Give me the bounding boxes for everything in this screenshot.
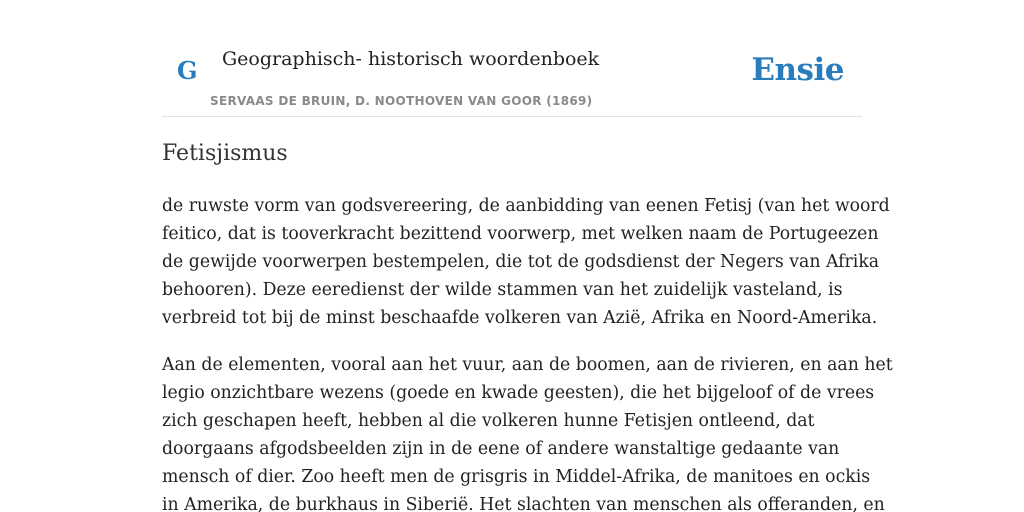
text-line: behooren). Deze eeredienst der wilde stammen van het zuidelijk vasteland, is (162, 280, 843, 300)
dictionary-letter-icon[interactable]: G (177, 56, 198, 85)
text-line: verbreid tot bij de minst beschaafde volkeren van Azië, Afrika en Noord-Amerika. (162, 308, 878, 328)
text-line: in Amerika, de burkhaus in Siberië. Het slachten van menschen als offeranden, en (162, 495, 885, 512)
text-line: mensch of dier. Zoo heeft men de grisgris in Middel-Afrika, de manitoes en ockis (162, 467, 871, 487)
paragraph (162, 192, 890, 332)
text-line: de gewijde voorwerpen bestempelen, die tot de godsdienst der Negers van Afrika (162, 252, 880, 272)
text-line: Aan de elementen, vooral aan het vuur, aan de boomen, aan de rivieren, en aan het (162, 355, 893, 375)
site-header (162, 0, 862, 117)
book-author: SERVAAS DE BRUIN, D. NOOTHOVEN VAN GOOR (1869) (210, 94, 593, 108)
paragraph (162, 351, 893, 512)
text-line: zich geschapen heeft, hebben al die volkeren hunne Fetisjen ontleend, dat (162, 411, 815, 431)
book-title-link[interactable]: Geographisch- historisch woordenboek (222, 48, 600, 70)
entry-title: Fetisjismus (162, 141, 288, 166)
text-line: de ruwste vorm van godsvereering, de aanbidding van eenen Fetisj (van het woord (162, 196, 890, 216)
text-line: legio onzichtbare wezens (goede en kwade geesten), die het bijgeloof of de vrees (162, 383, 875, 403)
ensie-logo[interactable]: Ensie (751, 52, 844, 88)
text-line: doorgaans afgodsbeelden zijn in de eene of andere wanstaltige gedaante van (162, 439, 840, 459)
text-line: feitico, dat is tooverkracht bezittend voorwerp, met welken naam de Portugeezen (162, 224, 879, 244)
entry-body (162, 192, 893, 512)
